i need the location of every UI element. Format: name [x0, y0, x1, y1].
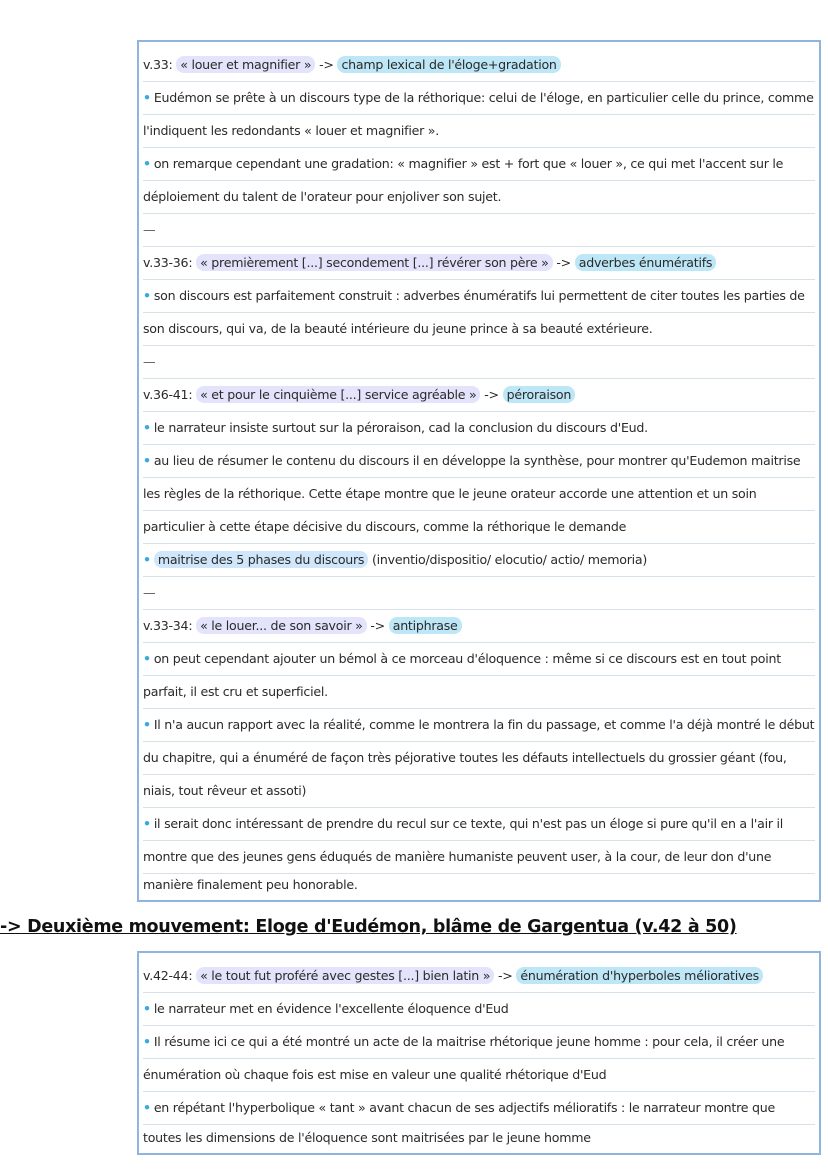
text: il serait donc intéressant de prendre du recul sur ce texte, qui n'est pas un éloge si pure qu'il en a l'air il	[153, 816, 784, 831]
text-line	[143, 642, 815, 676]
text: Il résume ici ce qui a été montré un acte de la maitrise rhétorique jeune homme : pour cela, il créer une	[153, 1034, 785, 1049]
text-line	[143, 807, 815, 841]
verse-ref: v.33-36:	[143, 255, 193, 270]
section-heading: -> Deuxième mouvement: Eloge d'Eudémon, blâme de Gargentua (v.42 à 50)	[0, 917, 737, 937]
text: particulier à cette étape décisive du discours, comme la réthorique le demande	[143, 519, 627, 534]
quote-highlight: « le louer... de son savoir »	[196, 617, 367, 634]
bullet-icon: •	[143, 717, 151, 732]
separator	[143, 576, 815, 610]
bullet-icon: •	[143, 420, 151, 435]
arrow: ->	[556, 255, 571, 270]
verse-ref: v.36-41:	[143, 387, 193, 402]
text: le narrateur met en évidence l'excellente éloquence d'Eud	[153, 1001, 509, 1016]
text: (inventio/dispositio/ elocutio/ actio/ memoria)	[372, 552, 648, 567]
text-line	[143, 114, 815, 148]
text-line	[143, 1058, 815, 1092]
arrow: ->	[497, 968, 513, 983]
separator-dash: —	[143, 354, 156, 369]
text-line	[143, 411, 815, 445]
figure-tag: antiphrase	[389, 617, 462, 634]
text: en répétant l'hyperbolique « tant » avant chacun de ses adjectifs mélioratifs : le narrateur montre que	[153, 1100, 775, 1115]
text: déploiement du talent de l'orateur pour enjoliver son sujet.	[143, 189, 502, 204]
text-line	[143, 543, 815, 577]
bullet-icon: •	[143, 156, 151, 171]
separator	[143, 345, 815, 379]
text: son discours est parfaitement construit : adverbes énumératifs lui permettent de citer toutes les parties de	[153, 288, 805, 303]
text-line	[143, 868, 815, 901]
verse-ref: v.33:	[143, 57, 173, 72]
figure-tag: énumération d'hyperboles mélioratives	[516, 967, 763, 984]
text-line	[143, 180, 815, 214]
separator	[143, 213, 815, 247]
bullet-icon: •	[143, 552, 151, 567]
text-line	[143, 708, 815, 742]
verse-line	[143, 48, 815, 82]
separator-dash: —	[143, 585, 156, 600]
bullet-icon: •	[143, 1034, 151, 1049]
text: on peut cependant ajouter un bémol à ce morceau d'éloquence : même si ce discours est en tout point	[153, 651, 781, 666]
text: Il n'a aucun rapport avec la réalité, comme le montrera la fin du passage, et comme l'a déjà montré le début	[153, 717, 815, 732]
text: les règles de la réthorique. Cette étape montre que le jeune orateur accorde une attention et un soin	[143, 486, 757, 501]
analysis-box-2	[137, 951, 821, 1155]
text-line	[143, 1091, 815, 1125]
text-line	[143, 477, 815, 511]
bullet-icon: •	[143, 453, 151, 468]
text: l'indiquent les redondants « louer et magnifier ».	[143, 123, 439, 138]
bullet-icon: •	[143, 90, 151, 105]
arrow: ->	[319, 57, 334, 72]
text: au lieu de résumer le contenu du discours il en développe la synthèse, pour montrer qu'Eudemon maitrise	[153, 453, 801, 468]
figure-tag: adverbes énumératifs	[575, 254, 716, 271]
text: parfait, il est cru et superficiel.	[143, 684, 328, 699]
key-highlight: maitrise des 5 phases du discours	[154, 551, 368, 568]
figure-tag: champ lexical de l'éloge+gradation	[337, 56, 560, 73]
bullet-icon: •	[143, 1100, 151, 1115]
text-line	[143, 1121, 815, 1154]
text-line	[143, 312, 815, 346]
quote-highlight: « et pour le cinquième [...] service agréable »	[196, 386, 480, 403]
verse-line	[143, 378, 815, 412]
quote-highlight: « le tout fut proféré avec gestes [...] bien latin »	[196, 967, 494, 984]
figure-tag: péroraison	[503, 386, 576, 403]
analysis-box-1	[137, 40, 821, 902]
text-line	[143, 1025, 815, 1059]
bullet-icon: •	[143, 651, 151, 666]
verse-line	[143, 609, 815, 643]
text-line	[143, 444, 815, 478]
verse-ref: v.42-44:	[143, 968, 193, 983]
text: du chapitre, qui a énuméré de façon très péjorative toutes les défauts intellectuels du grossier géant (fou,	[143, 750, 787, 765]
verse-line	[143, 246, 815, 280]
text: manière finalement peu honorable.	[143, 877, 358, 892]
quote-highlight: « louer et magnifier »	[176, 56, 315, 73]
text-line	[143, 510, 815, 544]
text: niais, tout rêveur et assoti)	[143, 783, 307, 798]
text-line	[143, 992, 815, 1026]
arrow: ->	[370, 618, 385, 633]
bullet-icon: •	[143, 1001, 151, 1016]
text-line	[143, 675, 815, 709]
text: Eudémon se prête à un discours type de la réthorique: celui de l'éloge, en particulier celle du prince, comme	[153, 90, 814, 105]
text-line	[143, 774, 815, 808]
text: on remarque cependant une gradation: « magnifier » est + fort que « louer », ce qui met l'accent sur le	[153, 156, 784, 171]
text: son discours, qui va, de la beauté intérieure du jeune prince à sa beauté extérieure.	[143, 321, 653, 336]
text-line	[143, 147, 815, 181]
text: le narrateur insiste surtout sur la péroraison, cad la conclusion du discours d'Eud.	[153, 420, 648, 435]
separator-dash: —	[143, 222, 156, 237]
arrow: ->	[484, 387, 499, 402]
bullet-icon: •	[143, 288, 151, 303]
text-line	[143, 81, 815, 115]
quote-highlight: « premièrement [...] secondement [...] révérer son père »	[196, 254, 553, 271]
text: toutes les dimensions de l'éloquence sont maitrisées par le jeune homme	[143, 1130, 591, 1145]
bullet-icon: •	[143, 816, 151, 831]
text: énumération où chaque fois est mise en valeur une qualité rhétorique d'Eud	[143, 1067, 607, 1082]
text-line	[143, 279, 815, 313]
text-line	[143, 741, 815, 775]
text: montre que des jeunes gens éduqués de manière humaniste peuvent user, à la cour, de leur don d'une	[143, 849, 772, 864]
verse-line	[143, 959, 815, 993]
verse-ref: v.33-34:	[143, 618, 193, 633]
